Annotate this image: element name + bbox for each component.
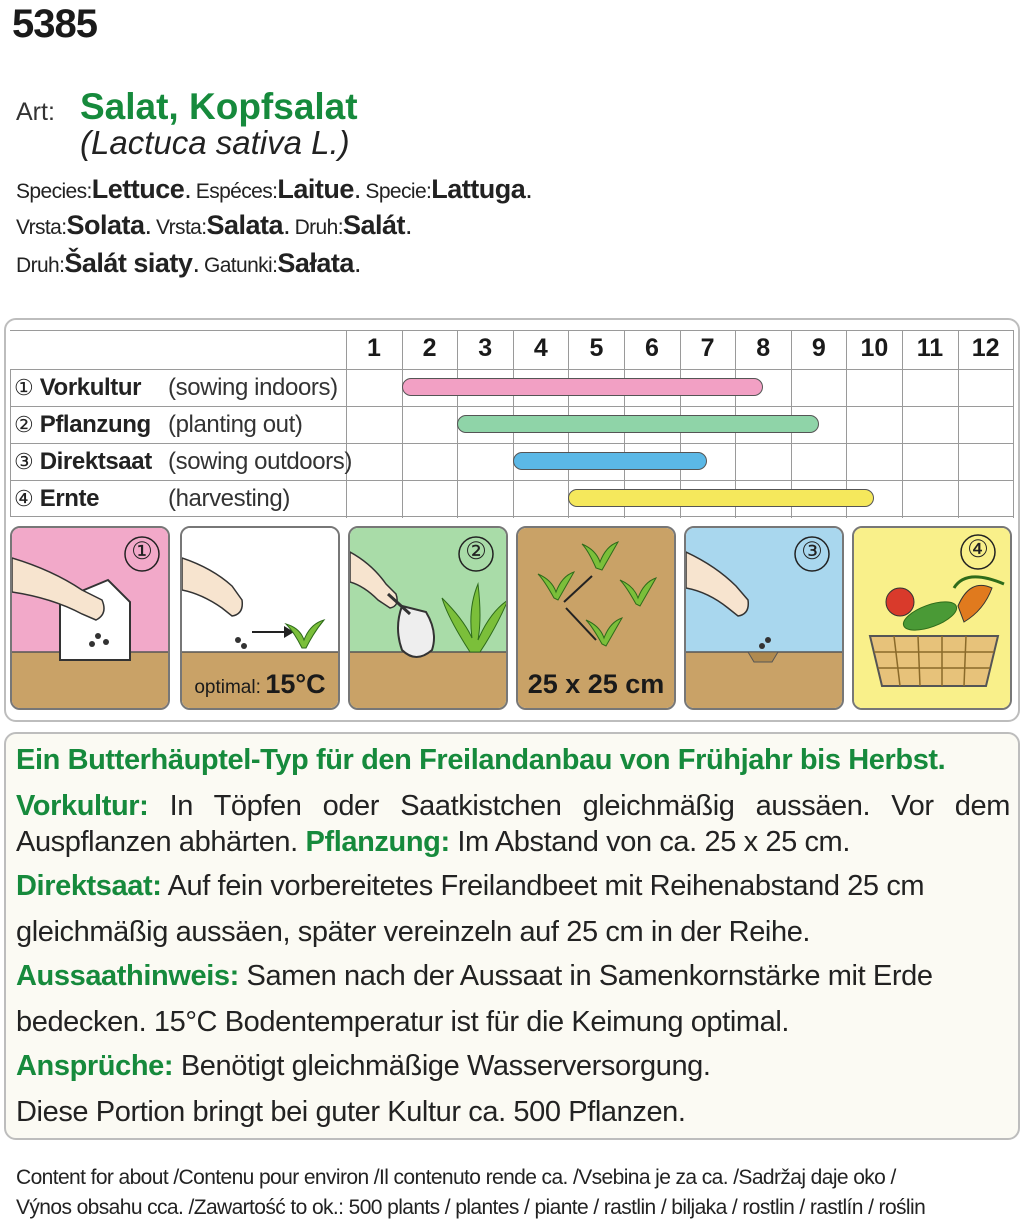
calendar-row-translation — [168, 448, 352, 476]
text-portion: Diese Portion bringt bei guter Kultur ca. 500 Pflanzen. — [16, 1096, 686, 1128]
month-label: 5 — [589, 334, 604, 362]
species-line — [16, 248, 365, 279]
spacing-caption: 25 x 25 cm — [527, 669, 665, 699]
text-vorkultur-cont: Auspflanzen abhärten. — [16, 826, 298, 858]
info-aussaat-line2 — [16, 1008, 1010, 1037]
month-label: 6 — [645, 334, 659, 362]
activity-name: Ernte — [39, 485, 100, 512]
month-label: 10 — [860, 334, 889, 362]
month-label: 2 — [422, 334, 437, 362]
species-separator: . — [184, 174, 192, 204]
month-label: 9 — [811, 334, 826, 362]
calendar-row-translation — [168, 374, 338, 402]
info-direktsaat-line2 — [16, 918, 1010, 947]
label-vorkultur: Vorkultur: — [16, 790, 149, 822]
calendar-bar-pflanzung — [457, 415, 818, 433]
step-number: ③ — [14, 449, 34, 474]
latin-name: (Lactuca sativa L.) — [80, 124, 350, 161]
footer-line-1: Content for about /Contenu pour environ /Il contenuto rende ca. /Vsebina je za ca. /Sadržaj daje oko / — [16, 1166, 896, 1189]
footer-line-2: Výnos obsahu cca. /Zawartość to ok.: 500 plants / plantes / piante / rastlin / biljaka / rostlin / rastlín / roślin — [16, 1196, 926, 1219]
month-label: 4 — [533, 334, 548, 362]
species-name: Sałata — [277, 248, 354, 278]
step-number: ② — [14, 412, 34, 437]
caption-label: optimal: — [194, 677, 261, 698]
species-name: Šalát siaty — [64, 248, 193, 278]
caption-temperature: 15°C — [265, 669, 326, 699]
info-direktsaat-line1 — [16, 872, 1010, 901]
art-name: Salat, Kopfsalat — [80, 86, 358, 127]
label-aussaathinweis: Aussaathinweis: — [16, 960, 239, 992]
calendar-bar-direktsaat — [513, 452, 708, 470]
label-direktsaat: Direktsaat: — [16, 870, 162, 902]
activity-translation: (planting out) — [168, 411, 303, 438]
label-pflanzung: Pflanzung: — [305, 826, 450, 858]
species-separator: . — [283, 210, 291, 240]
sowing-calendar — [10, 330, 1014, 518]
species-language-label: Druh: — [294, 216, 343, 239]
species-language-label: Espéces: — [195, 180, 278, 203]
species-language-label: Specie: — [365, 180, 432, 203]
panel-step-number: ② — [465, 538, 487, 565]
text-direktsaat-cont: gleichmäßig aussäen, später vereinzeln auf 25 cm in der Reihe. — [16, 916, 811, 948]
info-aussaat-line1 — [16, 962, 1010, 991]
text-direktsaat: Auf fein vorbereitetes Freilandbeet mit Reihenabstand 25 cm — [167, 870, 925, 902]
panel-spacing — [516, 526, 676, 710]
text-aussaathinweis: Samen nach der Aussaat in Samenkornstärke mit Erde — [246, 960, 933, 992]
calendar-row-translation — [168, 411, 303, 439]
species-separator: . — [192, 248, 200, 278]
calendar-gridline — [10, 369, 11, 517]
text-aussaathinweis-cont: bedecken. 15°C Bodentemperatur ist für die Keimung optimal. — [16, 1006, 790, 1038]
month-label: 7 — [700, 334, 715, 362]
species-name: Salata — [206, 210, 284, 240]
species-separator: . — [144, 210, 153, 240]
info-ansprueche — [16, 1052, 1010, 1081]
species-name: Salát — [342, 210, 405, 240]
calendar-row-label — [14, 411, 151, 439]
activity-translation: (sowing indoors) — [168, 374, 338, 401]
species-name: Lettuce — [91, 174, 185, 204]
species-name: Solata — [66, 210, 145, 240]
activity-translation: (sowing outdoors) — [168, 448, 352, 475]
info-vorkultur-line1 — [16, 792, 1010, 821]
activity-name: Pflanzung — [39, 411, 151, 438]
text-ansprueche: Benötigt gleichmäßige Wasserversorgung. — [180, 1050, 711, 1082]
calendar-row-label — [14, 448, 152, 476]
panel-step-number: ① — [131, 538, 153, 565]
label-ansprueche: Ansprüche: — [16, 1050, 174, 1082]
calendar-row-label — [14, 485, 99, 513]
calendar-bar-vorkultur — [402, 378, 763, 396]
text-pflanzung: Im Abstand von ca. 25 x 25 cm. — [457, 826, 850, 858]
species-language-label: Vrsta: — [156, 216, 207, 239]
panel-sowing-indoors — [10, 526, 170, 710]
panel-step-number: ④ — [967, 536, 989, 563]
month-label: 12 — [971, 334, 1000, 362]
month-label: 1 — [367, 334, 381, 362]
species-separator: . — [353, 174, 362, 204]
species-language-label: Vrsta: — [16, 216, 67, 239]
month-label: 3 — [478, 334, 493, 362]
panel-step-number: ③ — [801, 538, 823, 565]
species-separator: . — [353, 248, 362, 278]
activity-name: Direktsaat — [39, 448, 152, 475]
species-name: Lattuga — [431, 174, 526, 204]
step-number: ④ — [14, 486, 34, 511]
activity-name: Vorkultur — [39, 374, 142, 401]
info-portion — [16, 1098, 1010, 1127]
species-line — [16, 210, 417, 241]
product-code: 5385 — [12, 2, 97, 46]
month-label: 8 — [756, 334, 771, 362]
species-separator: . — [405, 210, 413, 240]
species-line — [16, 174, 537, 205]
calendar-row-translation — [168, 485, 290, 513]
species-language-label: Druh: — [16, 254, 65, 277]
art-label: Art: — [16, 98, 55, 126]
species-separator: . — [525, 174, 533, 204]
panel-harvesting — [852, 526, 1012, 710]
text-vorkultur: In Töpfen oder Saatkistchen gleichmäßig aussäen. Vor dem — [169, 790, 1010, 822]
species-language-label: Species: — [16, 180, 92, 203]
info-headline: Ein Butterhäuptel-Typ für den Freilandanbau von Frühjahr bis Herbst. — [16, 744, 946, 776]
species-language-label: Gatunki: — [203, 254, 278, 277]
species-name: Laitue — [277, 174, 354, 204]
panel-planting-out — [348, 526, 508, 710]
info-vorkultur-line2 — [16, 828, 1010, 857]
activity-translation: (harvesting) — [168, 485, 290, 512]
calendar-row-label — [14, 374, 141, 402]
calendar-bar-ernte — [568, 489, 874, 507]
germination-caption — [182, 669, 338, 700]
step-number: ① — [14, 375, 34, 400]
panel-direct-sowing — [684, 526, 844, 710]
panel-germination — [180, 526, 340, 710]
month-label: 11 — [916, 334, 944, 362]
